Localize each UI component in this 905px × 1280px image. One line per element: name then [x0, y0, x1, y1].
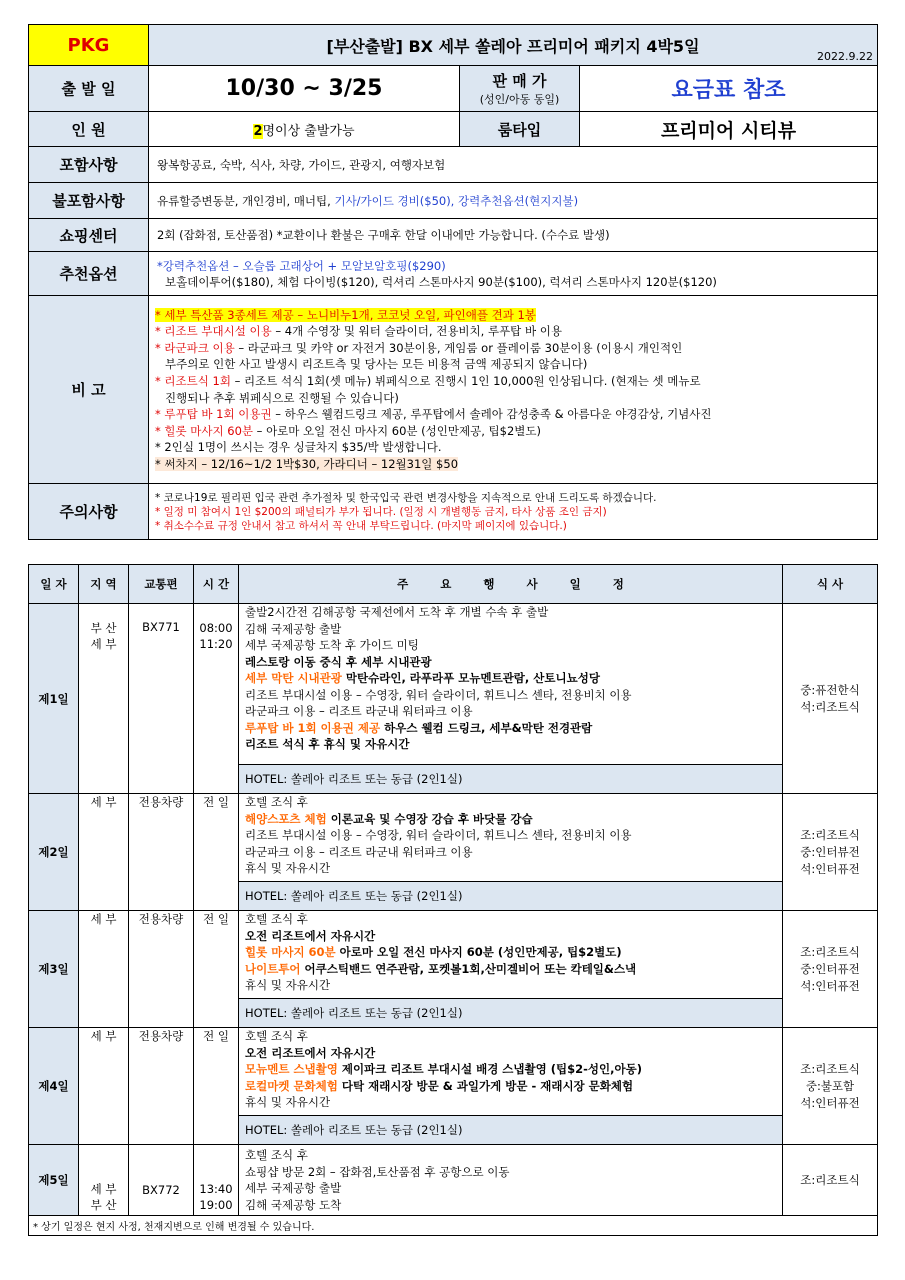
remark-gift-text: * 세부 특산품 3종세트 제공 – 노니비누1개, 코코넛 오일, 파인애플 견과 1봉 [155, 307, 536, 322]
options-label: 추천옵션 [29, 252, 149, 296]
plan-line: 호텔 조식 후 [245, 1148, 308, 1162]
plan-line [245, 720, 776, 737]
plan-line: 호텔 조식 후 [245, 795, 308, 809]
people-label: 인 원 [29, 112, 149, 147]
package-title-text: [부산출발] BX 세부 쏠레아 프리미어 패키지 4박5일 [326, 36, 700, 56]
day-label: 제5일 [29, 1145, 79, 1216]
day-label: 제1일 [29, 604, 79, 794]
remarks-label: 비 고 [29, 296, 149, 484]
caution-label: 주의사항 [29, 484, 149, 540]
remark-rooftop [155, 406, 871, 423]
day-region: 세 부 [79, 1028, 129, 1145]
remark-massage [155, 423, 871, 440]
plan-line: 오전 리조트에서 자유시간 [245, 928, 376, 943]
remark-rooftop-title: * 루푸탑 바 1회 이용권 [155, 407, 272, 422]
plan-line [245, 811, 776, 828]
remark-resort-meal-cont: 진행되나 추후 뷔페식으로 진행될 수 있습니다) [165, 390, 399, 405]
remark-massage-text: – 아로마 오일 전신 마사지 60분 (성인만제공, 팁$2별도) [253, 423, 541, 438]
plan-line [245, 961, 776, 978]
caution-penalty: * 일정 미 참여시 1인 $200의 패널티가 부가 됩니다. (일정 시 개별행동 금지, 타사 상품 조인 금지) [155, 505, 607, 518]
pkg-badge: PKG [29, 25, 149, 66]
day-transport: BX771 [129, 604, 194, 794]
plan-line: 김해 국제공항 출발 [245, 621, 342, 636]
remark-lagoon-title: * 라군파크 이용 [155, 340, 235, 355]
package-info-table [28, 24, 878, 540]
plan-line: 오전 리조트에서 자유시간 [245, 1045, 376, 1060]
package-title [149, 25, 878, 66]
plan-text: 어쿠스틱밴드 연주관람, 포켓볼1회,산미겔비어 또는 칵테일&스낵 [300, 961, 637, 976]
price-label-main: 판 매 가 [492, 72, 547, 90]
plan-highlight: 세부 막탄 시내관광 [245, 671, 342, 685]
day-hotel: HOTEL: 쏠레아 리조트 또는 동급 (2인1실) [239, 882, 783, 911]
people-min-number: 2 [253, 123, 263, 139]
plan-text: 이론교육 및 수영장 강습 후 바닷물 강습 [326, 811, 533, 826]
day-time: 전 일 [194, 911, 239, 1028]
plan-line: 라군파크 이용 – 리조트 라군내 워터파크 이용 [245, 844, 473, 859]
day-label: 제3일 [29, 911, 79, 1028]
included-value: 왕복항공료, 숙박, 식사, 차량, 가이드, 관광지, 여행자보험 [149, 147, 878, 183]
col-header-transport: 교통편 [129, 565, 194, 604]
remark-resort-meal [155, 373, 871, 390]
day-region: 세 부 부 산 [79, 1145, 129, 1216]
plan-line: 리조트 부대시설 이용 – 수영장, 워터 슬라이더, 휘트니스 센타, 전용비치 이용 [245, 828, 632, 842]
plan-line: 리조트 부대시설 이용 – 수영장, 워터 슬라이더, 휘트니스 센타, 전용비치 이용 [245, 687, 632, 702]
day-plan [239, 1028, 783, 1116]
plan-text: 하우스 웰컴 드링크, 세부&막탄 전경관람 [380, 720, 593, 735]
col-header-region: 지 역 [79, 565, 129, 604]
day-meal: 조:리조트식 중:불포함 석:인터퓨전 [783, 1028, 878, 1145]
plan-line: 호텔 조식 후 [245, 1029, 308, 1043]
day-transport: 전용차량 [129, 911, 194, 1028]
shopping-value: 2회 (잡화점, 토산품점) *교환이나 환불은 구매후 한달 이내에만 가능합니다. (수수료 발생) [149, 219, 878, 252]
plan-highlight: 모뉴멘트 스냅촬영 [245, 1062, 338, 1076]
remark-facilities [155, 323, 871, 340]
plan-line: 김해 국제공항 도착 [245, 1197, 342, 1212]
plan-highlight: 힐롯 마사지 60분 [245, 945, 336, 959]
schedule-table [28, 564, 878, 1236]
options-value [149, 252, 878, 296]
plan-line: 휴식 및 자유시간 [245, 978, 331, 992]
plan-line [245, 1061, 776, 1078]
remark-lagoon-cont: 부주의로 인한 사고 발생시 리조트측 및 당사는 모든 비용적 금액 제공되지 않습니다) [165, 357, 588, 372]
remark-surcharge-text: * 써차지 – 12/16~1/2 1박$30, 가라디너 – 12월31일 $50 [155, 456, 459, 471]
day-meal: 조:리조트식 [783, 1145, 878, 1216]
day-region: 부 산 세 부 [79, 604, 129, 794]
remarks-list [149, 296, 878, 484]
day-plan [239, 794, 783, 882]
excluded-value [149, 183, 878, 219]
day-time: 전 일 [194, 794, 239, 911]
departure-value: 10/30 ~ 3/25 [149, 66, 460, 112]
shopping-label: 쇼핑센터 [29, 219, 149, 252]
price-value: 요금표 참조 [580, 66, 878, 112]
plan-line: 휴식 및 자유시간 [245, 1095, 331, 1109]
col-header-meal: 식 사 [783, 565, 878, 604]
departure-label: 출 발 일 [29, 66, 149, 112]
options-recommended: *강력추천옵션 – 오슬롭 고래상어 + 모알보알호핑($290) [157, 258, 446, 273]
plan-line [245, 944, 776, 961]
day-time: 13:40 19:00 [194, 1145, 239, 1216]
day-plan [239, 604, 783, 765]
price-label-sub: (성인/아동 동일) [479, 93, 560, 106]
remark-facilities-text: – 4개 수영장 및 워터 슬라이더, 전용비치, 루푸탑 바 이용 [271, 324, 562, 339]
day-meal: 조:리조트식 중:인터뷰전 석:인터퓨전 [783, 794, 878, 911]
remark-resort-meal-text: – 리조트 석식 1회(셋 메뉴) 뷔페식으로 진행시 1인 10,000원 인상됩니다. (현재는 셋 메뉴로 [230, 373, 701, 388]
plan-line: 세부 국제공항 출발 [245, 1181, 342, 1195]
plan-highlight: 해양스포츠 체험 [245, 811, 327, 826]
day-transport: BX772 [129, 1145, 194, 1216]
plan-line [245, 670, 776, 687]
remark-lagoon-text: – 라군파크 및 카약 or 자전거 30분이용, 게임룸 or 플레이룸 30분이용 (이용시 개인적인 [234, 340, 683, 355]
plan-highlight: 로컬마켓 문화체험 [245, 1078, 338, 1093]
plan-text: 아로마 오일 전신 마사지 60분 (성인만제공, 팁$2별도) [335, 945, 622, 959]
excluded-highlight: 기사/가이드 경비($50), 강력추천옵션(현지지불) [334, 193, 579, 208]
caution-covid: * 코로나19로 필리핀 입국 관련 추가절차 및 한국입국 관련 변경사항을 지속적으로 안내 드리도록 하겠습니다. [155, 491, 657, 504]
caution-list [149, 484, 878, 540]
excluded-label: 불포함사항 [29, 183, 149, 219]
day-transport: 전용차량 [129, 1028, 194, 1145]
options-list: 보홀데이투어($180), 체험 다이빙($120), 럭셔리 스톤마사지 90분($100), 럭셔리 스톤마사지 120분($120) [165, 274, 717, 289]
remark-surcharge [155, 456, 871, 473]
day-label: 제2일 [29, 794, 79, 911]
day-hotel: HOTEL: 쏠레아 리조트 또는 동급 (2인1실) [239, 1116, 783, 1145]
plan-highlight: 루푸탑 바 1회 이용권 제공 [245, 720, 381, 735]
plan-line: 쇼핑샵 방문 2회 – 잡화점,토산품점 후 공항으로 이동 [245, 1164, 510, 1179]
remark-rooftop-text: – 하우스 웰컴드링크 제공, 루푸탑에서 솔레아 감성충족 & 아름다운 야경감상, 기념사진 [271, 407, 712, 422]
plan-line: 리조트 석식 후 휴식 및 자유시간 [245, 737, 410, 751]
day-region: 세 부 [79, 794, 129, 911]
day-time: 08:00 11:20 [194, 604, 239, 794]
remark-facilities-title: * 리조트 부대시설 이용 [155, 324, 272, 339]
day-meal: 중:퓨전한식 석:리조트식 [783, 604, 878, 794]
day-transport: 전용차량 [129, 794, 194, 911]
room-label: 룸타입 [460, 112, 580, 147]
plan-text: 다탁 재래시장 방문 & 과일가게 방문 - 재래시장 문화체험 [337, 1078, 634, 1093]
people-value [149, 112, 460, 147]
remark-single: * 2인실 1명이 쓰시는 경우 싱글차지 $35/박 발생합니다. [155, 440, 442, 455]
caution-cancel: * 취소수수료 규정 안내서 참고 하셔서 꼭 안내 부탁드립니다. (마지막 페이지에 있습니다.) [155, 519, 567, 532]
day-region: 세 부 [79, 911, 129, 1028]
price-label [460, 66, 580, 112]
remark-lagoon [155, 340, 871, 357]
day-hotel: HOTEL: 쏠레아 리조트 또는 동급 (2인1실) [239, 765, 783, 794]
plan-text: 막탄슈라인, 라푸라푸 모뉴멘트관람, 산토니뇨성당 [341, 671, 600, 685]
people-rest: 명이상 출발가능 [262, 123, 355, 139]
remark-gift [155, 307, 871, 324]
remark-resort-meal-title: * 리조트식 1회 [155, 373, 231, 388]
col-header-day: 일 자 [29, 565, 79, 604]
day-plan [239, 911, 783, 999]
plan-line: 레스토랑 이동 중식 후 세부 시내관광 [245, 654, 432, 669]
schedule-footnote: * 상기 일정은 현지 사정, 천재지변으로 인해 변경될 수 있습니다. [29, 1216, 878, 1236]
plan-line: 휴식 및 자유시간 [245, 861, 331, 875]
day-meal: 조:리조트식 중:인터퓨전 석:인터퓨전 [783, 911, 878, 1028]
plan-line: 출발2시간전 김해공항 국제선에서 도착 후 개별 수속 후 출발 [245, 605, 549, 619]
plan-highlight: 나이트투어 [245, 961, 301, 976]
col-header-time: 시 간 [194, 565, 239, 604]
day-plan [239, 1145, 783, 1216]
room-value: 프리미어 시티뷰 [580, 112, 878, 147]
plan-line: 호텔 조식 후 [245, 912, 308, 926]
plan-text: 제이파크 리조트 부대시설 배경 스냅촬영 (팁$2-성인,아동) [337, 1062, 642, 1076]
excluded-general: 유류할증변동분, 개인경비, 매너팁, [157, 193, 335, 208]
plan-line: 세부 국제공항 도착 후 가이드 미팅 [245, 638, 419, 652]
day-hotel: HOTEL: 쏠레아 리조트 또는 동급 (2인1실) [239, 999, 783, 1028]
plan-line: 라군파크 이용 – 리조트 라군내 워터파크 이용 [245, 704, 473, 718]
day-time: 전 일 [194, 1028, 239, 1145]
day-label: 제4일 [29, 1028, 79, 1145]
included-label: 포함사항 [29, 147, 149, 183]
remark-massage-title: * 힐롯 마사지 60분 [155, 423, 254, 438]
plan-line [245, 1078, 776, 1095]
col-header-plan: 주 요 행 사 일 정 [239, 565, 783, 604]
document-date: 2022.9.22 [817, 50, 873, 63]
